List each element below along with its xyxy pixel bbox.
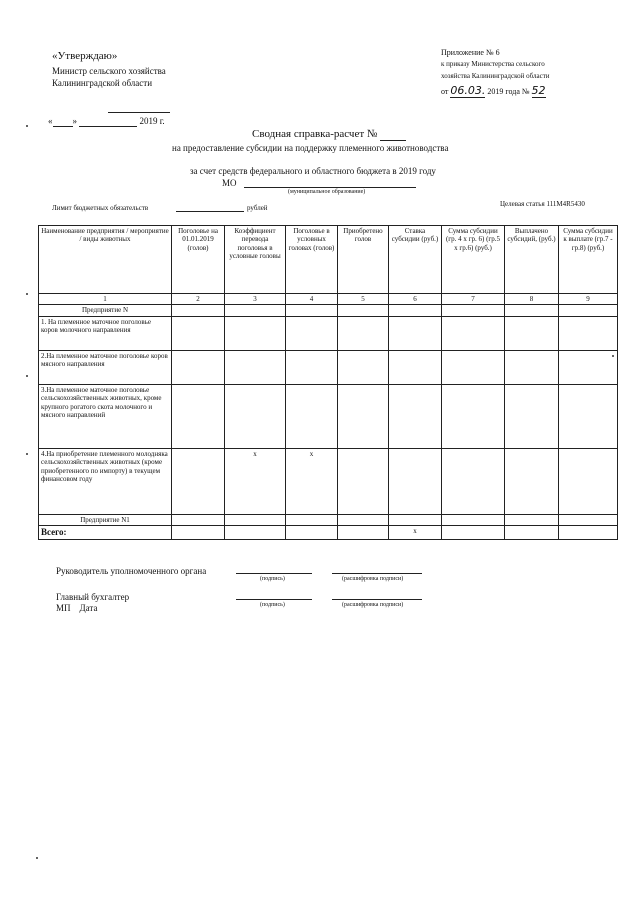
table-cell bbox=[389, 350, 442, 384]
table-cell bbox=[505, 384, 559, 448]
head-decode-line bbox=[332, 573, 422, 574]
table-cell bbox=[505, 305, 559, 316]
appendix-line1: к приказу Министерства сельского bbox=[441, 60, 545, 68]
table-cell bbox=[172, 514, 225, 525]
scan-speck bbox=[26, 125, 28, 127]
scan-speck bbox=[26, 375, 28, 377]
accountant-decode-caption: (расшифровка подписи) bbox=[342, 602, 404, 608]
col-number: 7 bbox=[442, 294, 505, 305]
table-cell bbox=[389, 305, 442, 316]
col-header-headcount: Поголовье на 01.01.2019 (голов) bbox=[172, 226, 225, 294]
table-cell bbox=[505, 316, 559, 350]
table-cell bbox=[172, 526, 225, 540]
head-signature-label: Руководитель уполномоченного органа bbox=[56, 566, 207, 576]
table-cell bbox=[559, 526, 618, 540]
col-number: 1 bbox=[39, 294, 172, 305]
table-cell bbox=[172, 384, 225, 448]
table-cell bbox=[338, 350, 389, 384]
row-label-other-livestock: 3.На племенное маточное поголовье сельскохозяйственных животных, кроме крупного рогатого скота молочного и мясного направлений bbox=[39, 384, 172, 448]
table-cell bbox=[225, 305, 286, 316]
table-cell bbox=[505, 448, 559, 514]
limit-label: Лимит бюджетных обязательств bbox=[52, 204, 149, 212]
table-row bbox=[39, 384, 618, 448]
scan-speck bbox=[612, 355, 614, 357]
col-header-subsidy-sum: Сумма субсидии (гр. 4 х гр. 6) (гр.5 х гр.6) (руб.) bbox=[442, 226, 505, 294]
table-cell bbox=[442, 350, 505, 384]
table-cell-x: х bbox=[389, 526, 442, 540]
scan-speck bbox=[26, 293, 28, 295]
doc-number-blank bbox=[380, 128, 406, 141]
table-cell bbox=[225, 350, 286, 384]
mp-date bbox=[56, 603, 97, 613]
head-signature-caption: (подпись) bbox=[260, 576, 285, 582]
number-row bbox=[39, 294, 618, 305]
table-cell bbox=[505, 514, 559, 525]
scan-speck bbox=[36, 857, 38, 859]
target-article: Целевая статья 111М4R5430 bbox=[500, 200, 585, 208]
table-cell bbox=[442, 514, 505, 525]
table-cell bbox=[286, 384, 338, 448]
table-cell bbox=[286, 526, 338, 540]
table-row bbox=[39, 514, 618, 525]
table-cell bbox=[559, 384, 618, 448]
table-cell bbox=[338, 448, 389, 514]
table-cell bbox=[442, 305, 505, 316]
accountant-signature-caption: (подпись) bbox=[260, 602, 285, 608]
col-number: 4 bbox=[286, 294, 338, 305]
approve-line1: Министр сельского хозяйства bbox=[52, 66, 166, 76]
table-cell bbox=[559, 305, 618, 316]
table-cell bbox=[225, 316, 286, 350]
table-cell bbox=[442, 526, 505, 540]
table-cell bbox=[559, 448, 618, 514]
col-header-conditional-heads: Поголовье в условных головах (голов) bbox=[286, 226, 338, 294]
table-cell bbox=[505, 350, 559, 384]
table-cell bbox=[225, 514, 286, 525]
table-cell bbox=[286, 316, 338, 350]
accountant-label: Главный бухгалтер bbox=[56, 592, 130, 602]
appendix-date-prefix: от bbox=[441, 87, 449, 96]
appendix-date-handwritten: 06.03. bbox=[450, 84, 486, 97]
approve-date-mid: » bbox=[72, 116, 77, 126]
scan-speck bbox=[26, 453, 28, 455]
approve-date-year: 2019 г. bbox=[139, 116, 165, 126]
col-header-rate: Ставка субсидии (руб.) bbox=[389, 226, 442, 294]
table-cell bbox=[505, 526, 559, 540]
col-number: 6 bbox=[389, 294, 442, 305]
mo-caption: (муниципальное образование) bbox=[288, 189, 366, 195]
row-label-dairy: 1. На племенное маточное поголовье коров молочного направления bbox=[39, 316, 172, 350]
table-cell bbox=[338, 305, 389, 316]
col-number: 3 bbox=[225, 294, 286, 305]
date-label: Дата bbox=[79, 603, 98, 613]
col-number: 5 bbox=[338, 294, 389, 305]
head-signature-line bbox=[236, 573, 312, 574]
col-header-name: Наименование предприятия / мероприятие / виды животных bbox=[39, 226, 172, 294]
approve-day-blank bbox=[53, 116, 73, 127]
table-cell bbox=[559, 316, 618, 350]
doc-title-text: Сводная справка-расчет № bbox=[252, 128, 378, 140]
header-row bbox=[39, 226, 618, 294]
table-cell bbox=[442, 448, 505, 514]
col-header-coefficient: Коэффициент перевода поголовья в условные головы bbox=[225, 226, 286, 294]
approve-line2: Калининградской области bbox=[52, 78, 153, 88]
table-cell bbox=[338, 526, 389, 540]
table-row bbox=[39, 316, 618, 350]
mp-label: МП bbox=[56, 603, 71, 613]
table-cell bbox=[286, 350, 338, 384]
appendix-line2: хозяйства Калининградской области bbox=[441, 72, 550, 80]
table-cell bbox=[559, 350, 618, 384]
table-cell bbox=[286, 514, 338, 525]
table-cell bbox=[172, 316, 225, 350]
col-number: 2 bbox=[172, 294, 225, 305]
table-cell bbox=[559, 514, 618, 525]
col-header-purchased: Приобретено голов bbox=[338, 226, 389, 294]
table-cell bbox=[442, 384, 505, 448]
head-decode-caption: (расшифровка подписи) bbox=[342, 576, 404, 582]
table-cell bbox=[338, 316, 389, 350]
appendix-title: Приложение № 6 bbox=[441, 48, 500, 57]
mo-blank bbox=[244, 187, 416, 188]
appendix-date-mid: 2019 года № bbox=[487, 87, 530, 96]
table-cell bbox=[172, 448, 225, 514]
table-cell-x: х bbox=[225, 448, 286, 514]
approve-signature-line bbox=[108, 112, 170, 113]
total-label: Всего: bbox=[39, 526, 172, 540]
doc-subtitle: на предоставление субсидии на поддержку племенного животноводства bbox=[172, 143, 449, 153]
table-cell-x: х bbox=[286, 448, 338, 514]
subsidy-table bbox=[38, 225, 618, 540]
doc-title bbox=[252, 128, 406, 141]
table-row bbox=[39, 350, 618, 384]
row-label-young-stock: 4.На приобретение племенного молодняка сельскохозяйственных животных (кроме приобретенного по импорту) в текущем финансовом году bbox=[39, 448, 172, 514]
total-row bbox=[39, 526, 618, 540]
table-cell bbox=[338, 514, 389, 525]
table-cell bbox=[442, 316, 505, 350]
row-label-enterprise: Предприятие N bbox=[39, 305, 172, 316]
col-number: 9 bbox=[559, 294, 618, 305]
col-header-paid: Выплачено субсидий, (руб.) bbox=[505, 226, 559, 294]
table-cell bbox=[389, 514, 442, 525]
table-cell bbox=[389, 384, 442, 448]
table-cell bbox=[172, 350, 225, 384]
approve-date bbox=[48, 116, 165, 127]
mo-label: МО bbox=[222, 178, 237, 188]
table-row bbox=[39, 305, 618, 316]
approve-title: «Утверждаю» bbox=[52, 50, 118, 62]
table-cell bbox=[225, 384, 286, 448]
row-label-beef: 2.На племенное маточное поголовье коров мясного направления bbox=[39, 350, 172, 384]
limit-blank bbox=[176, 211, 244, 212]
table-cell bbox=[338, 384, 389, 448]
col-number: 8 bbox=[505, 294, 559, 305]
approve-month-blank bbox=[79, 116, 137, 127]
row-label-enterprise-n1: Предприятие N1 bbox=[39, 514, 172, 525]
col-header-to-pay: Сумма субсидии к выплате (гр.7 - гр.8) (руб.) bbox=[559, 226, 618, 294]
approve-date-prefix: « bbox=[48, 116, 53, 126]
accountant-signature-line bbox=[236, 599, 312, 600]
table-cell bbox=[389, 316, 442, 350]
limit-unit: рублей bbox=[247, 204, 268, 212]
appendix-date bbox=[441, 84, 546, 98]
table-cell bbox=[225, 526, 286, 540]
table-cell bbox=[286, 305, 338, 316]
appendix-number-handwritten: 52 bbox=[531, 84, 546, 97]
doc-budget-line: за счет средств федерального и областного бюджета в 2019 году bbox=[190, 166, 436, 176]
accountant-decode-line bbox=[332, 599, 422, 600]
table-cell bbox=[389, 448, 442, 514]
table-row bbox=[39, 448, 618, 514]
table-cell bbox=[172, 305, 225, 316]
